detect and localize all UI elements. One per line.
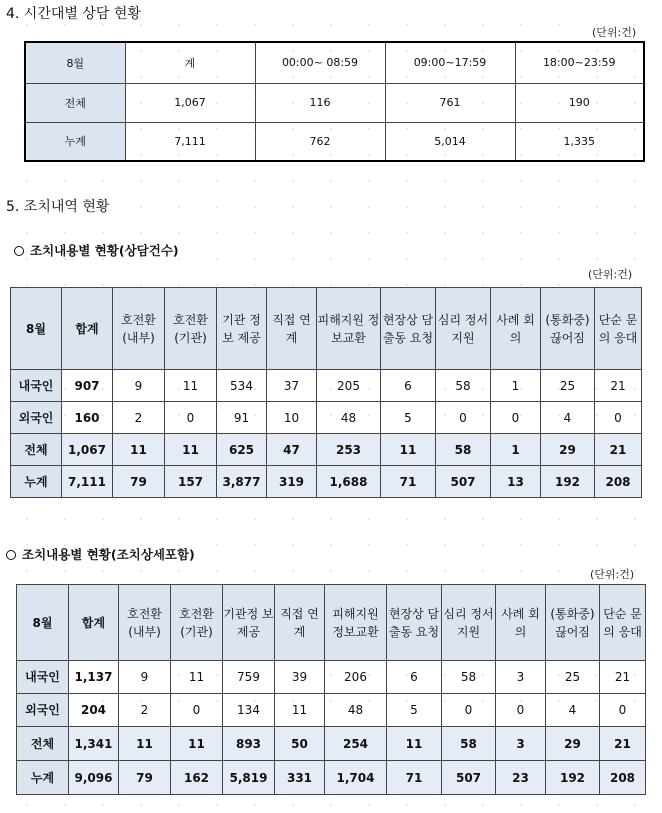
circle-bullet-icon (14, 246, 24, 256)
cell: 47 (267, 434, 317, 466)
header-psych-support: 심리 정서 지원 (442, 585, 496, 661)
cell: 1 (491, 370, 541, 402)
cell: 1,688 (317, 466, 381, 498)
header-month: 8월 (25, 42, 125, 83)
row-label: 전체 (25, 83, 125, 122)
header-transfer-internal: 호전환 (내부) (119, 585, 171, 661)
header-case-meeting: 사례 회의 (496, 585, 546, 661)
table-a-header-row (11, 288, 642, 370)
row-label: 누계 (25, 122, 125, 161)
row-label: 누계 (17, 761, 69, 795)
header-simple-inquiry: 단순 문의 응대 (595, 288, 642, 370)
section-4-unit: (단위:건) (592, 26, 637, 39)
cell: 23 (496, 761, 546, 795)
header-slot-night: 00:00~ 08:59 (255, 42, 385, 83)
measures-detail-table (16, 584, 646, 795)
cell: 2 (119, 694, 171, 727)
cell: 9 (119, 661, 171, 694)
cell: 3 (496, 661, 546, 694)
table-row (17, 694, 646, 727)
cell: 4 (541, 402, 595, 434)
cell: 206 (325, 661, 387, 694)
header-support-info: 피해지원 정보교환 (317, 288, 381, 370)
table-row (25, 83, 644, 122)
row-label: 내국인 (17, 661, 69, 694)
cell: 759 (223, 661, 275, 694)
row-label: 전체 (11, 434, 62, 466)
header-field-dispatch: 현장상 담출동 요청 (381, 288, 436, 370)
cell: 11 (275, 694, 325, 727)
cell: 625 (217, 434, 267, 466)
cell: 162 (171, 761, 223, 795)
table-row (17, 727, 646, 761)
cell: 11 (113, 434, 165, 466)
cell: 58 (436, 434, 491, 466)
cell: 157 (165, 466, 217, 498)
cell: 507 (442, 761, 496, 795)
header-case-meeting: 사례 회의 (491, 288, 541, 370)
table-row (25, 122, 644, 161)
header-transfer-agency: 호전환 (기관) (165, 288, 217, 370)
row-label: 전체 (17, 727, 69, 761)
cell: 762 (255, 122, 385, 161)
cell: 192 (546, 761, 600, 795)
cell: 71 (387, 761, 442, 795)
cell: 0 (442, 694, 496, 727)
cell: 48 (317, 402, 381, 434)
cell: 0 (491, 402, 541, 434)
header-slot-evening: 18:00~23:59 (515, 42, 644, 83)
cell: 37 (267, 370, 317, 402)
header-sum: 합계 (69, 585, 119, 661)
header-slot-day: 09:00~17:59 (385, 42, 515, 83)
row-label: 내국인 (11, 370, 62, 402)
cell: 319 (267, 466, 317, 498)
table-row (11, 466, 642, 498)
cell: 3 (496, 727, 546, 761)
cell: 7,111 (125, 122, 255, 161)
cell: 5 (387, 694, 442, 727)
header-field-dispatch: 현장상 담출동 요청 (387, 585, 442, 661)
cell: 0 (595, 402, 642, 434)
time-slot-header-row (25, 42, 644, 83)
header-disconnected: (통화중) 끊어짐 (541, 288, 595, 370)
table-a-unit: (단위:건) (588, 268, 633, 281)
cell: 116 (255, 83, 385, 122)
cell: 21 (600, 661, 646, 694)
cell: 5,819 (223, 761, 275, 795)
cell: 1,341 (69, 727, 119, 761)
cell: 21 (595, 370, 642, 402)
section-4-title: 4. 시간대별 상담 현황 (6, 6, 141, 22)
cell: 50 (275, 727, 325, 761)
table-b-title (6, 545, 195, 563)
cell: 91 (217, 402, 267, 434)
cell: 534 (217, 370, 267, 402)
cell: 761 (385, 83, 515, 122)
table-a-title-text: 조치내용별 현황(상담건수) (30, 243, 179, 258)
table-row (11, 434, 642, 466)
table-b-unit: (단위:건) (590, 568, 635, 581)
cell: 25 (546, 661, 600, 694)
row-label: 외국인 (17, 694, 69, 727)
table-b-header-row (17, 585, 646, 661)
table-row (11, 402, 642, 434)
table-a-title (14, 241, 179, 259)
header-disconnected: (통화중) 끊어짐 (546, 585, 600, 661)
cell: 6 (381, 370, 436, 402)
table-b-title-text: 조치내용별 현황(조치상세포함) (22, 547, 195, 562)
header-month: 8월 (17, 585, 69, 661)
cell: 11 (171, 661, 223, 694)
cell: 204 (69, 694, 119, 727)
cell: 58 (442, 727, 496, 761)
cell: 160 (62, 402, 113, 434)
header-total: 계 (125, 42, 255, 83)
cell: 192 (541, 466, 595, 498)
header-support-info: 피해지원 정보교환 (325, 585, 387, 661)
cell: 0 (165, 402, 217, 434)
cell: 253 (317, 434, 381, 466)
cell: 58 (436, 370, 491, 402)
cell: 79 (113, 466, 165, 498)
header-sum: 합계 (62, 288, 113, 370)
cell: 11 (165, 370, 217, 402)
header-agency-info: 기관정 보제공 (223, 585, 275, 661)
header-psych-support: 심리 정서 지원 (436, 288, 491, 370)
cell: 0 (171, 694, 223, 727)
cell: 11 (119, 727, 171, 761)
cell: 0 (436, 402, 491, 434)
cell: 29 (541, 434, 595, 466)
cell: 331 (275, 761, 325, 795)
cell: 507 (436, 466, 491, 498)
cell: 7,111 (62, 466, 113, 498)
cell: 3,877 (217, 466, 267, 498)
time-slot-table (24, 41, 645, 162)
cell: 9,096 (69, 761, 119, 795)
cell: 21 (595, 434, 642, 466)
cell: 5,014 (385, 122, 515, 161)
cell: 1,704 (325, 761, 387, 795)
cell: 29 (546, 727, 600, 761)
table-row (17, 661, 646, 694)
cell: 71 (381, 466, 436, 498)
table-row (11, 370, 642, 402)
cell: 2 (113, 402, 165, 434)
measures-count-table (10, 287, 642, 498)
cell: 208 (600, 761, 646, 795)
cell: 11 (171, 727, 223, 761)
row-label: 누계 (11, 466, 62, 498)
cell: 4 (546, 694, 600, 727)
cell: 1,067 (125, 83, 255, 122)
cell: 205 (317, 370, 381, 402)
cell: 134 (223, 694, 275, 727)
cell: 0 (496, 694, 546, 727)
circle-bullet-icon (6, 550, 16, 560)
cell: 907 (62, 370, 113, 402)
cell: 1,067 (62, 434, 113, 466)
cell: 208 (595, 466, 642, 498)
cell: 893 (223, 727, 275, 761)
cell: 13 (491, 466, 541, 498)
cell: 254 (325, 727, 387, 761)
section-5-title: 5. 조치내역 현황 (6, 199, 110, 215)
header-transfer-internal: 호전환 (내부) (113, 288, 165, 370)
header-month: 8월 (11, 288, 62, 370)
cell: 11 (387, 727, 442, 761)
header-direct-link: 직접 연계 (275, 585, 325, 661)
cell: 5 (381, 402, 436, 434)
header-agency-info: 기관 정보 제공 (217, 288, 267, 370)
cell: 25 (541, 370, 595, 402)
cell: 6 (387, 661, 442, 694)
header-transfer-agency: 호전환 (기관) (171, 585, 223, 661)
cell: 190 (515, 83, 644, 122)
cell: 1 (491, 434, 541, 466)
cell: 0 (600, 694, 646, 727)
cell: 48 (325, 694, 387, 727)
cell: 11 (165, 434, 217, 466)
cell: 21 (600, 727, 646, 761)
cell: 39 (275, 661, 325, 694)
cell: 10 (267, 402, 317, 434)
cell: 11 (381, 434, 436, 466)
header-simple-inquiry: 단순 문의 응대 (600, 585, 646, 661)
header-direct-link: 직접 연계 (267, 288, 317, 370)
cell: 1,335 (515, 122, 644, 161)
cell: 79 (119, 761, 171, 795)
table-row (17, 761, 646, 795)
cell: 58 (442, 661, 496, 694)
cell: 9 (113, 370, 165, 402)
cell: 1,137 (69, 661, 119, 694)
row-label: 외국인 (11, 402, 62, 434)
